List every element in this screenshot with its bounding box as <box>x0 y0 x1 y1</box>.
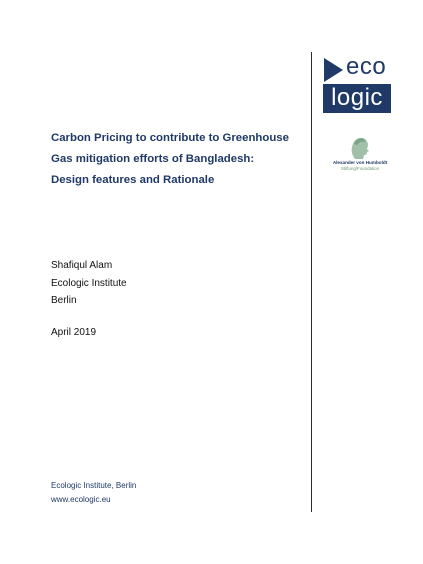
humboldt-name: Alexander von Humboldt <box>332 160 388 165</box>
humboldt-portrait-icon <box>346 136 372 160</box>
humboldt-foundation-logo <box>326 136 394 176</box>
author-institute: Ecologic Institute <box>51 277 127 289</box>
ecologic-logo-logic: logic <box>323 84 391 113</box>
footer <box>51 479 136 506</box>
triangle-icon <box>324 58 343 82</box>
footer-institute: Ecologic Institute, Berlin <box>51 481 137 490</box>
publication-date: April 2019 <box>51 327 97 338</box>
ecologic-logo <box>323 54 391 114</box>
author-block <box>51 257 127 310</box>
document-title: Carbon Pricing to contribute to Greenhouse Gas mitigation efforts of Bangladesh: Design features and Rationale <box>51 132 289 186</box>
footer-website: www.ecologic.eu <box>51 494 111 504</box>
vertical-divider <box>311 52 312 512</box>
author-city: Berlin <box>51 295 77 306</box>
author-name: Shafiqul Alam <box>51 260 113 271</box>
humboldt-subtitle: Stiftung/Foundation <box>340 166 380 171</box>
ecologic-logo-top <box>323 53 391 84</box>
ecologic-logo-eco: eco <box>346 53 387 80</box>
